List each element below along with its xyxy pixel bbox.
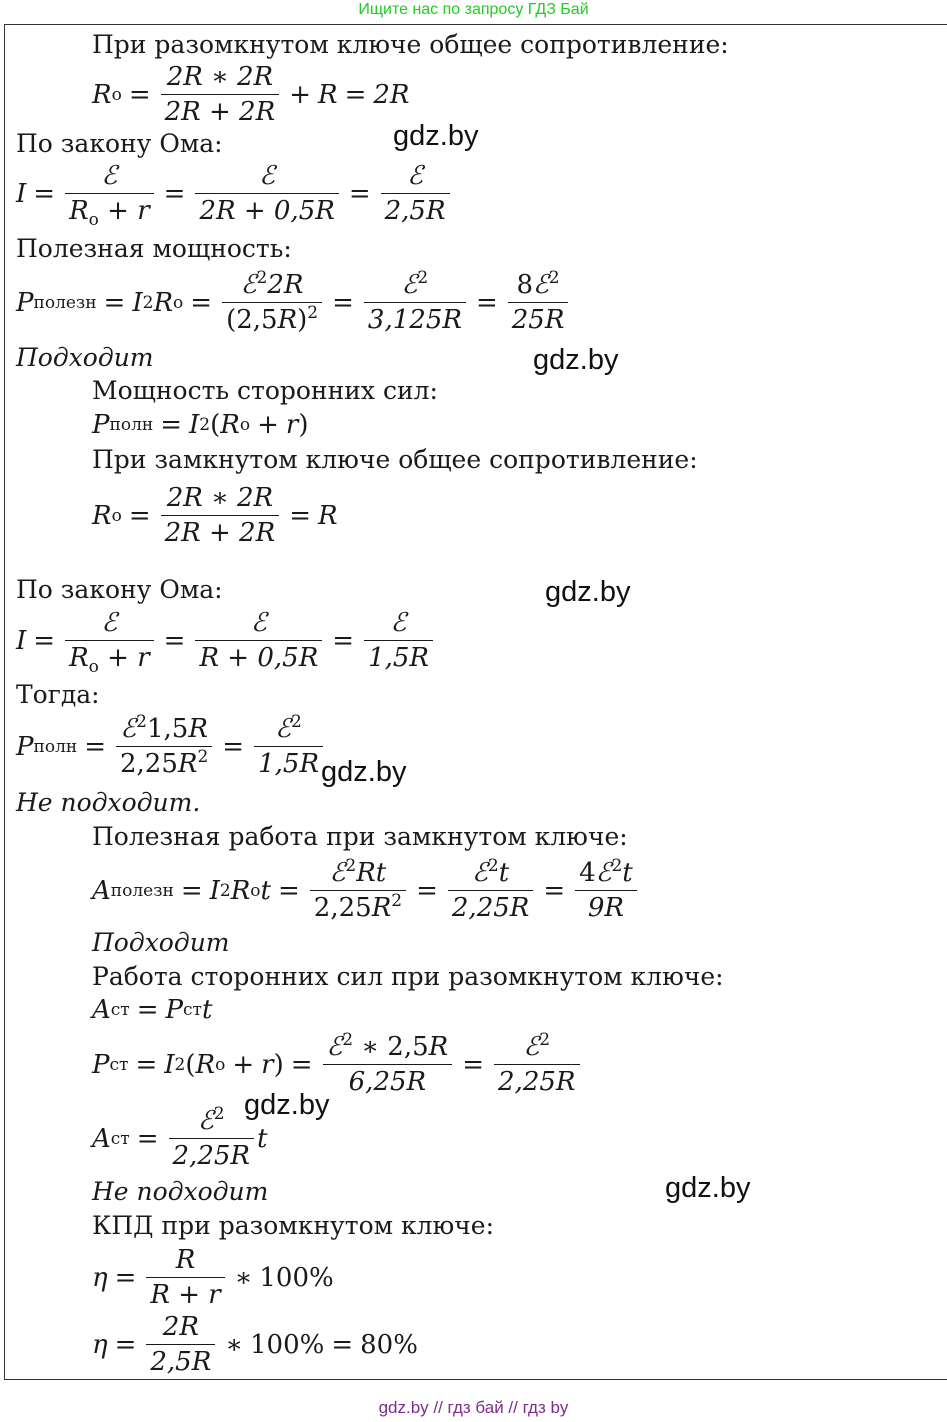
watermark: gdz.by xyxy=(533,344,619,376)
text-line: По закону Ома: xyxy=(16,575,223,604)
formula: A ст = P ст t xyxy=(92,995,213,1025)
formula: P полезн = I 2 R o = ℰ$^2$2R $(2,5R)^2$ = ℰ$^2$ 3,125R = 8ℰ$^2$ 25R xyxy=(16,268,571,337)
watermark: gdz.by xyxy=(545,576,631,608)
text-line: КПД при разомкнутом ключе: xyxy=(92,1211,495,1240)
text-line: Полезная работа при замкнутом ключе: xyxy=(92,822,628,851)
text-line: При разомкнутом ключе общее сопротивление: xyxy=(92,30,729,59)
bottom-banner[interactable]: gdz.by // гдз бай // гдз by xyxy=(378,1398,569,1417)
text-line: Мощность сторонних сил: xyxy=(92,376,438,405)
watermark: gdz.by xyxy=(393,120,479,152)
text-line: Полезная мощность: xyxy=(16,234,292,263)
formula: η = 2R 2,5R ∗ 100% = 80% xyxy=(92,1312,418,1377)
text-line: Тогда: xyxy=(16,680,100,709)
text-line: Не подходит xyxy=(92,1177,269,1206)
formula: P ст = I 2 ( R o + r ) = ℰ$^2$ ∗ 2,5R 6,25R = ℰ$^2$ 2,25R xyxy=(92,1030,583,1099)
formula: η = R R + r ∗ 100% xyxy=(92,1245,334,1310)
formula: P полн = ℰ$^2$1,5R $2,25R^2$ = ℰ$^2$ 1,5R xyxy=(16,712,326,781)
watermark: gdz.by xyxy=(244,1089,330,1121)
formula: P полн = I 2 ( R o + r ) xyxy=(92,410,309,440)
text-line: Работа сторонних сил при разомкнутом ключе: xyxy=(92,962,724,991)
text-line: При замкнутом ключе общее сопротивление: xyxy=(92,445,698,474)
formula: A полезн = I 2 R o t = ℰ$^2$Rt $2,25R^2$ = ℰ$^2$t 2,25R = 4ℰ$^2$t 9R xyxy=(92,856,640,925)
formula: R o = 2R ∗ 2R 2R + 2R + R = 2R xyxy=(92,62,410,127)
text-line: По закону Ома: xyxy=(16,129,223,158)
watermark: gdz.by xyxy=(321,756,407,788)
watermark: gdz.by xyxy=(665,1172,751,1204)
text-line: Не подходит. xyxy=(16,788,201,817)
top-banner[interactable]: Ищите нас по запросу ГДЗ Бай xyxy=(358,1,589,18)
formula: A ст = ℰ$^2$ 2,25R t xyxy=(92,1104,268,1171)
formula: I = ℰ $R_o + r$ = ℰ R + 0,5R = ℰ 1,5R xyxy=(16,606,436,675)
text-line: Подходит xyxy=(16,343,154,372)
formula: R o = 2R ∗ 2R 2R + 2R = R xyxy=(92,483,338,548)
formula: I = ℰ $R_o + r$ = ℰ 2R + 0,5R = ℰ 2,5R xyxy=(16,159,453,228)
text-line: Подходит xyxy=(92,928,230,957)
